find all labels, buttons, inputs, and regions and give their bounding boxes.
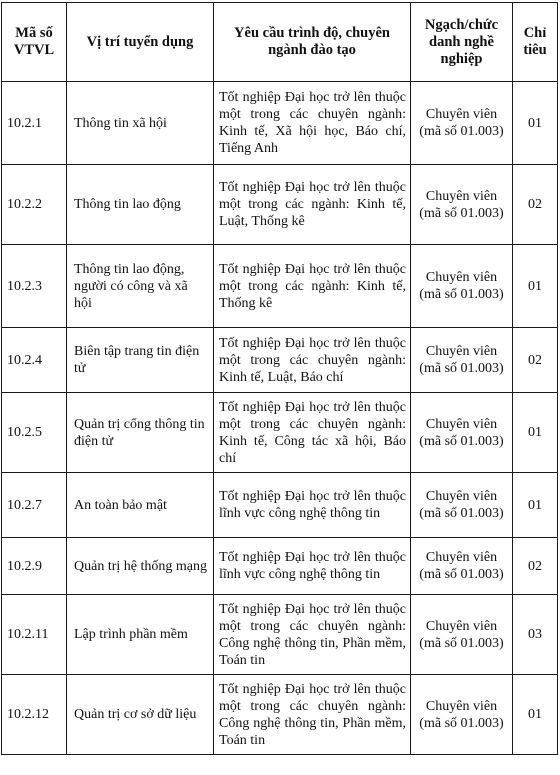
- cell-position: An toàn bảo mật: [67, 473, 214, 538]
- rank-title: Chuyên viên: [425, 416, 498, 432]
- header-rank: Ngạch/chức danh nghề nghiệp: [411, 3, 513, 82]
- rank-code: (mã số 01.003): [419, 361, 504, 376]
- cell-quota: 01: [513, 82, 558, 165]
- table-row: [2, 675, 558, 755]
- cell-rank: [411, 328, 513, 393]
- rank-title: Chuyên viên: [425, 344, 498, 359]
- header-row: [2, 3, 558, 82]
- cell-quota: 02: [513, 538, 558, 595]
- cell-quota: 01: [513, 473, 558, 538]
- cell-rank: [411, 245, 513, 328]
- rank-title: Chuyên viên: [425, 188, 498, 204]
- rank-code: (mã số 01.003): [419, 635, 504, 651]
- rank-title: Chuyên viên: [425, 550, 498, 565]
- header-position: Vị trí tuyển dụng: [67, 3, 214, 82]
- rank-code: (mã số 01.003): [419, 205, 504, 221]
- cell-position: Thông tin lao động: [67, 165, 214, 245]
- cell-requirement: Tốt nghiệp Đại học trở lên thuộc một trong các ngành: Kinh tế, Luật, Thống kê: [214, 165, 411, 245]
- cell-rank: [411, 82, 513, 165]
- cell-requirement: Tốt nghiệp Đại học trở lên thuộc lĩnh vực công nghệ thông tin: [214, 473, 411, 538]
- cell-quota: 01: [513, 245, 558, 328]
- cell-quota: 02: [513, 328, 558, 393]
- cell-quota: 02: [513, 165, 558, 245]
- rank-title: Chuyên viên: [425, 270, 498, 285]
- cell-quota: 01: [513, 675, 558, 755]
- cell-code: 10.2.9: [2, 538, 67, 595]
- cell-rank: [411, 538, 513, 595]
- rank-code: (mã số 01.003): [419, 124, 504, 139]
- cell-position: Quản trị cổng thông tin điện tử: [67, 393, 214, 473]
- rank-title: Chuyên viên: [425, 489, 498, 504]
- cell-quota: 01: [513, 393, 558, 473]
- cell-position: Lập trình phần mềm: [67, 595, 214, 675]
- recruitment-table: [1, 2, 558, 755]
- cell-position: Thông tin lao động, người có công và xã hội: [67, 245, 214, 328]
- cell-position: Quản trị hệ thống mạng: [67, 538, 214, 595]
- cell-requirement: Tốt nghiệp Đại học trở lên thuộc một trong các ngành: Kinh tế, Thống kê: [214, 245, 411, 328]
- cell-requirement: Tốt nghiệp Đại học trở lên thuộc một trong các chuyên ngành: Kinh tế, Xã hội học, Báo chí, Tiếng Anh: [214, 82, 411, 165]
- cell-requirement: Tốt nghiệp Đại học trở lên thuộc một trong các chuyên ngành: Kinh tế, Công tác xã hội, Báo chí: [214, 393, 411, 473]
- rank-title: Chuyên viên: [425, 698, 498, 714]
- cell-rank: [411, 473, 513, 538]
- rank-code: (mã số 01.003): [419, 433, 504, 449]
- header-quota: Chỉ tiêu: [513, 3, 558, 82]
- cell-requirement: Tốt nghiệp Đại học trở lên thuộc một trong các chuyên ngành: Công nghệ thông tin, Phần mềm, Toán tin: [214, 595, 411, 675]
- rank-code: (mã số 01.003): [419, 506, 504, 521]
- rank-code: (mã số 01.003): [419, 715, 504, 731]
- cell-rank: [411, 165, 513, 245]
- cell-code: 10.2.4: [2, 328, 67, 393]
- cell-requirement: Tốt nghiệp Đại học trở lên thuộc lĩnh vực công nghệ thông tin: [214, 538, 411, 595]
- cell-rank: [411, 393, 513, 473]
- cell-rank: [411, 595, 513, 675]
- cell-position: Quản trị cơ sở dữ liệu: [67, 675, 214, 755]
- table-row: [2, 538, 558, 595]
- table-row: [2, 328, 558, 393]
- cell-code: 10.2.1: [2, 82, 67, 165]
- table-row: [2, 82, 558, 165]
- table-row: [2, 473, 558, 538]
- header-requirement: Yêu cầu trình độ, chuyên ngành đào tạo: [214, 3, 411, 82]
- rank-title: Chuyên viên: [425, 618, 498, 634]
- cell-position: Biên tập trang tin điện tử: [67, 328, 214, 393]
- cell-code: 10.2.2: [2, 165, 67, 245]
- table-row: [2, 595, 558, 675]
- table-row: [2, 245, 558, 328]
- rank-title: Chuyên viên: [425, 107, 498, 122]
- cell-position: Thông tin xã hội: [67, 82, 214, 165]
- cell-code: 10.2.3: [2, 245, 67, 328]
- header-code: Mã số VTVL: [2, 3, 67, 82]
- rank-code: (mã số 01.003): [419, 287, 504, 302]
- cell-quota: 03: [513, 595, 558, 675]
- rank-code: (mã số 01.003): [419, 567, 504, 582]
- cell-requirement: Tốt nghiệp Đại học trở lên thuộc một trong các chuyên ngành: Kinh tế, Luật, Báo chí: [214, 328, 411, 393]
- cell-requirement: Tốt nghiệp Đại học trở lên thuộc một trong các chuyên ngành: Công nghệ thông tin, Phần mềm, Toán tin: [214, 675, 411, 755]
- cell-code: 10.2.11: [2, 595, 67, 675]
- cell-code: 10.2.7: [2, 473, 67, 538]
- table-row: [2, 393, 558, 473]
- cell-rank: [411, 675, 513, 755]
- cell-code: 10.2.5: [2, 393, 67, 473]
- cell-code: 10.2.12: [2, 675, 67, 755]
- table-row: [2, 165, 558, 245]
